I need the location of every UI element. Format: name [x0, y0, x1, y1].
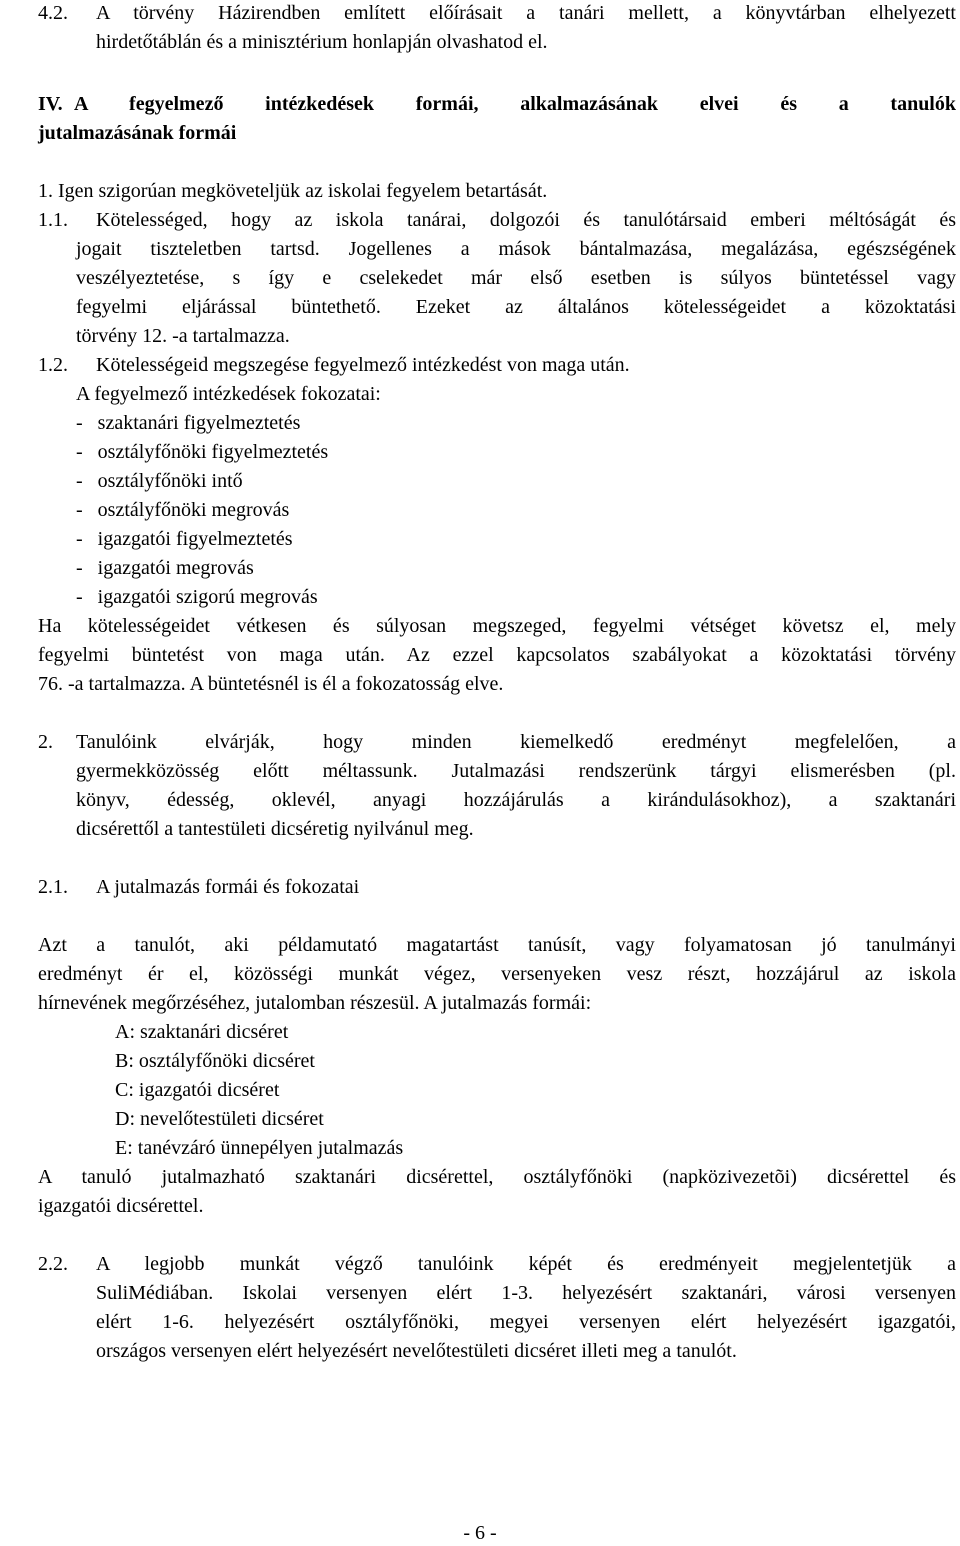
section-number-1-2: 1.2. [38, 354, 68, 376]
section-2-1-para-line-2: eredményt ér el, közösségi munkát végez, versenyeken vesz részt, hozzájárul az iskola [38, 963, 956, 985]
section-2-2-line-2: SuliMédiában. Iskolai versenyen elért 1-3. helyezésért szaktanári, városi versenyen [96, 1282, 956, 1304]
section-number-2: 2. [38, 731, 53, 753]
list-item: - igazgatói figyelmeztetés [76, 528, 293, 550]
section-1-2-line-2: A fegyelmező intézkedések fokozatai: [76, 383, 381, 405]
section-1-1-line-2: jogait tiszteletben tartsd. Jogellenes a mások bántalmazása, megalázása, egészségének [76, 238, 956, 260]
section-2-line-1: Tanulóink elvárják, hogy minden kiemelkedő eredményt megfelelően, a [76, 731, 956, 753]
reward-form-item: C: igazgatói dicséret [115, 1079, 280, 1101]
section-2-2-line-3: elért 1-6. helyezésért osztályfőnöki, megyei versenyen elért helyezésért igazgatói, [96, 1311, 956, 1333]
section-2-line-2: gyermekközösség előtt méltassunk. Jutalmazási rendszerünk tárgyi elismerésben (pl. [76, 760, 956, 782]
section-2-line-4: dicsérettől a tantestületi dicséretig nyilvánul meg. [76, 818, 474, 840]
reward-form-item: A: szaktanári dicséret [115, 1021, 289, 1043]
section-number-iv: IV. [38, 93, 63, 115]
section-number-4-2: 4.2. [38, 2, 68, 24]
section-iv-title-line-1: A fegyelmező intézkedések formái, alkalmazásának elvei és a tanulók [74, 93, 956, 115]
list-item: - osztályfőnöki figyelmeztetés [76, 441, 329, 463]
section-2-2-line-1: A legjobb munkát végző tanulóink képét és eredményeit megjelentetjük a [96, 1253, 956, 1275]
section-iv-title-line-2: jutalmazásának formái [38, 122, 237, 144]
reward-form-item: B: osztályfőnöki dicséret [115, 1050, 315, 1072]
section-1-1-line-1: Kötelességed, hogy az iskola tanárai, dolgozói és tanulótársaid emberi méltóságát és [96, 209, 956, 231]
point-1: 1. Igen szigorúan megköveteljük az iskolai fegyelem betartását. [38, 180, 548, 202]
list-item: - osztályfőnöki megrovás [76, 499, 290, 521]
reward-form-item: E: tanévzáró ünnepélyen jutalmazás [115, 1137, 404, 1159]
section-1-2-line-1: Kötelességeid megszegése fegyelmező intézkedést von maga után. [96, 354, 630, 376]
section-number-2-1: 2.1. [38, 876, 68, 898]
section-1-2-para-line-3: 76. -a tartalmazza. A büntetésnél is él a fokozatosság elve. [38, 673, 504, 695]
section-number-1-1: 1.1. [38, 209, 68, 231]
section-number-2-2: 2.2. [38, 1253, 68, 1275]
section-1-2-para-line-2: fegyelmi büntetést von maga után. Az ezzel kapcsolatos szabályokat a közoktatási törvény [38, 644, 956, 666]
section-4-2-line-1: A törvény Házirendben említett előírásait a tanári mellett, a könyvtárban elhelyezett [96, 2, 956, 24]
section-2-1-para-line-1: Azt a tanulót, aki példamutató magatartást tanúsít, vagy folyamatosan jó tanulmányi [38, 934, 956, 956]
section-2-2-line-4: országos versenyen elért helyezésért nevelőtestületi dicséret illeti meg a tanulót. [96, 1340, 737, 1362]
list-item: - osztályfőnöki intő [76, 470, 243, 492]
list-item: - igazgatói szigorú megrovás [76, 586, 318, 608]
section-2-1-closing-line-2: igazgatói dicsérettel. [38, 1195, 204, 1217]
section-2-1-closing-line-1: A tanuló jutalmazható szaktanári dicsérettel, osztályfőnöki (napközivezetõi) dicsérettel és [38, 1166, 956, 1188]
list-item: - igazgatói megrovás [76, 557, 254, 579]
section-4-2-line-2: hirdetőtáblán és a minisztérium honlapján olvashatod el. [96, 31, 548, 53]
section-1-1-line-3: veszélyeztetése, s így e cselekedet már első esetben is súlyos büntetéssel vagy [76, 267, 956, 289]
reward-form-item: D: nevelőtestületi dicséret [115, 1108, 324, 1130]
section-2-1-para-line-3: hírnevének megőrzéséhez, jutalomban részesül. A jutalmazás formái: [38, 992, 592, 1014]
list-item: - szaktanári figyelmeztetés [76, 412, 301, 434]
section-2-1-title: A jutalmazás formái és fokozatai [96, 876, 360, 898]
section-1-1-line-4: fegyelmi eljárással büntethető. Ezeket az általános kötelességeidet a közoktatási [76, 296, 956, 318]
page-number: - 6 - [463, 1522, 497, 1544]
section-1-1-line-5: törvény 12. -a tartalmazza. [76, 325, 290, 347]
section-2-line-3: könyv, édesség, oklevél, anyagi hozzájárulás a kirándulásokhoz), a szaktanári [76, 789, 956, 811]
section-1-2-para-line-1: Ha kötelességeidet vétkesen és súlyosan megszeged, fegyelmi vétséget követsz el, mely [38, 615, 956, 637]
